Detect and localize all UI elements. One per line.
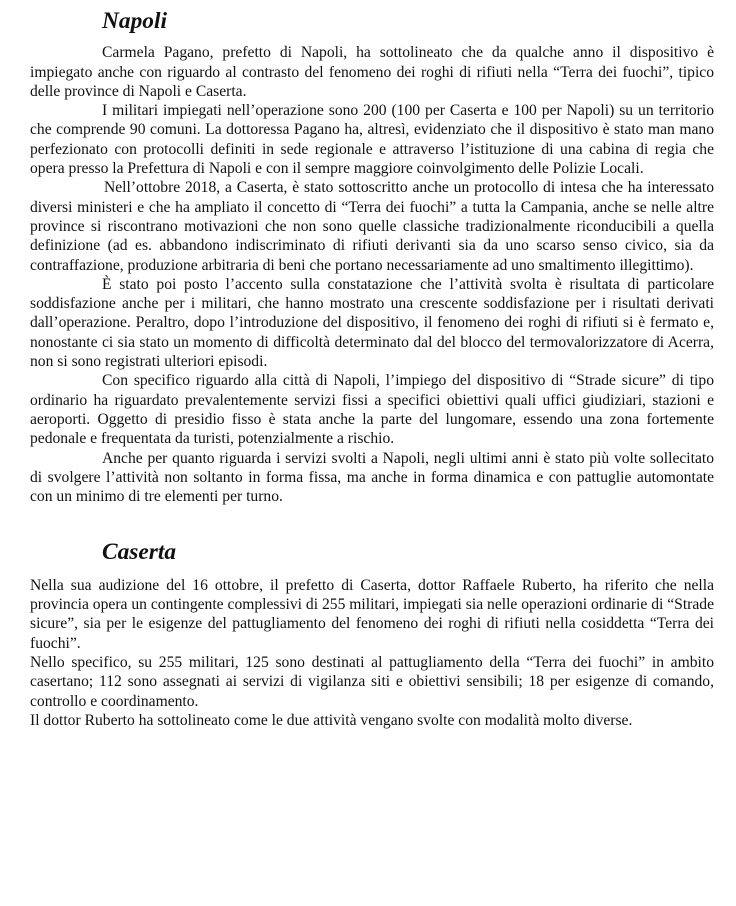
paragraph: Con specifico riguardo alla città di Napoli, l’impiego del dispositivo di “Strade sicure” di tipo ordinario ha riguardato prevalentemente servizi fissi a specifici obiettivi quali uffici giudiziari, stazioni e aeroporti. Oggetto di presidio fisso è stata anche la parte del lungomare, essendo una zona fortemente pedonale e frequentata da turisti, potenzialmente a rischio.: [30, 372, 714, 448]
paragraph: Nell’ottobre 2018, a Caserta, è stato sottoscritto anche un protocollo di intesa che ha interessato diversi ministeri e che ha ampliato il concetto di “Terra dei fuochi” a tutta la Campania, anche se nelle altre province si riscontrano motivazioni che non sono quelle classiche tradizionalmente riconducibili a quella definizione (ad es. abbandono indiscriminato di rifiuti derivanti sia da uno scarso senso civico, sia da contraffazione, produzione arbitraria di beni che portano necessariamente ad uno smaltimento illegittimo).: [30, 179, 714, 274]
paragraph: Nella sua audizione del 16 ottobre, il prefetto di Caserta, dottor Raffaele Ruberto, ha riferito che nella provincia opera un contingente complessivi di 255 militari, impiegati sia nelle operazioni ordinarie di “Strade sicure”, sia per le esigenze del pattugliamento del fenomeno dei roghi di rifiuti nella cosiddetta “Terra dei fuochi”.: [30, 576, 714, 652]
section-heading-caserta: Caserta: [102, 539, 177, 566]
paragraph: I militari impiegati nell’operazione sono 200 (100 per Caserta e 100 per Napoli) su un territorio che comprende 90 comuni. La dottoressa Pagano ha, altresì, evidenziato che il dispositivo è stato man mano perfezionato con protocolli definiti in sede regionale e attraverso l’istituzione di una cabina di regia che opera presso la Prefettura di Napoli e con il sempre maggiore coinvolgimento delle Polizie Locali.: [30, 102, 714, 178]
paragraph: È stato poi posto l’accento sulla constatazione che l’attività svolta è risultata di particolare soddisfazione anche per i militari, che hanno mostrato una crescente soddisfazione per i risultati derivati dall’operazione. Peraltro, dopo l’introduzione del dispositivo, il fenomeno dei roghi di rifiuti si è fermato e, nonostante ci sia stato un momento di difficoltà determinato dal del blocco del termovalorizzatore di Acerra, non si sono registrati ulteriori episodi.: [30, 275, 714, 371]
paragraph: Nello specifico, su 255 militari, 125 sono destinati al pattugliamento della “Terra dei fuochi” in ambito casertano; 112 sono assegnati ai servizi di vigilanza siti e obiettivi sensibili; 18 per esigenze di comando, controllo e coordinamento.: [30, 653, 714, 710]
paragraph: Anche per quanto riguarda i servizi svolti a Napoli, negli ultimi anni è stato più volte sollecitato di svolgere l’attività non soltanto in forma fissa, ma anche in forma dinamica e con pattuglie automontate con un minimo di tre elementi per turno.: [30, 449, 714, 506]
document-page: [30, 0, 714, 730]
paragraph: Carmela Pagano, prefetto di Napoli, ha sottolineato che da qualche anno il dispositivo è impiegato anche con riguardo al contrasto del fenomeno dei roghi di rifiuti nella “Terra dei fuochi”, tipico delle province di Napoli e Caserta.: [30, 44, 714, 100]
paragraph: Il dottor Ruberto ha sottolineato come le due attività vengano svolte con modalità molto diverse.: [30, 711, 633, 729]
section-heading-napoli: Napoli: [102, 8, 167, 34]
